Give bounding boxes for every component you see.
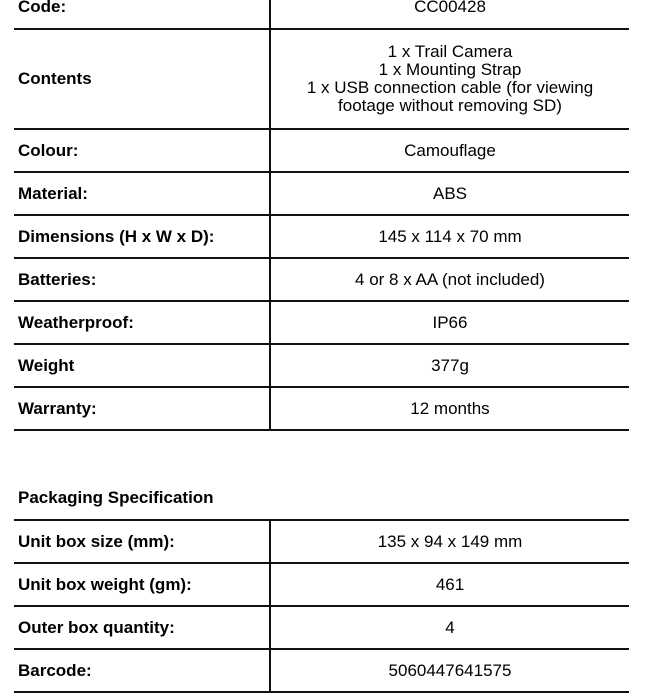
spec-value-dimensions bbox=[270, 215, 629, 258]
spec-value-line: footage without removing SD) bbox=[338, 96, 562, 115]
spec-value-line: ABS bbox=[432, 183, 468, 203]
spec-value-line: 377g bbox=[431, 355, 469, 375]
table-row bbox=[14, 215, 629, 258]
table-row bbox=[14, 387, 629, 430]
spec-value-line: IP66 bbox=[432, 312, 468, 332]
table-row bbox=[14, 129, 629, 172]
pack-label-unit-box-size: Unit box size (mm): bbox=[14, 520, 270, 563]
table-row bbox=[14, 606, 629, 649]
pack-value-barcode: 5060447641575 bbox=[270, 649, 629, 692]
spec-label-dimensions: Dimensions (H x W x D): bbox=[14, 215, 270, 258]
spec-value-code bbox=[270, 0, 629, 29]
spec-value-colour bbox=[270, 129, 629, 172]
spec-value-weight bbox=[270, 344, 629, 387]
spec-label-batteries: Batteries: bbox=[14, 258, 270, 301]
spec-label-weight: Weight bbox=[14, 344, 270, 387]
spec-value-line: 1 x Mounting Strap bbox=[378, 60, 522, 79]
spec-value-weatherproof bbox=[270, 301, 629, 344]
spec-value-line: 4 or 8 x AA (not included) bbox=[355, 269, 545, 289]
spec-value-line: 12 months bbox=[410, 398, 490, 418]
spec-label-weatherproof: Weatherproof: bbox=[14, 301, 270, 344]
spec-label-warranty: Warranty: bbox=[14, 387, 270, 430]
packaging-spec-table bbox=[14, 519, 629, 693]
pack-value-unit-box-size: 135 x 94 x 149 mm bbox=[270, 520, 629, 563]
spec-label-colour: Colour: bbox=[14, 129, 270, 172]
product-spec-table bbox=[14, 0, 629, 431]
pack-value-unit-box-weight: 461 bbox=[270, 563, 629, 606]
spec-value-material bbox=[270, 172, 629, 215]
spec-value-line: Camouflage bbox=[404, 140, 496, 160]
table-row bbox=[14, 649, 629, 692]
spec-value-line: 1 x USB connection cable (for viewing bbox=[306, 78, 594, 97]
pack-label-outer-box-quantity: Outer box quantity: bbox=[14, 606, 270, 649]
spec-label-material: Material: bbox=[14, 172, 270, 215]
spec-value-line: CC00428 bbox=[414, 0, 486, 16]
spec-value-batteries bbox=[270, 258, 629, 301]
table-row bbox=[14, 344, 629, 387]
pack-label-unit-box-weight: Unit box weight (gm): bbox=[14, 563, 270, 606]
table-row bbox=[14, 0, 629, 29]
packaging-spec-title: Packaging Specification bbox=[18, 488, 214, 507]
pack-label-barcode: Barcode: bbox=[14, 649, 270, 692]
spec-value-line: 145 x 114 x 70 mm bbox=[378, 226, 522, 246]
spec-value-line: 1 x Trail Camera bbox=[387, 42, 513, 61]
spec-label-code: Code: bbox=[14, 0, 270, 29]
table-row bbox=[14, 301, 629, 344]
pack-value-outer-box-quantity: 4 bbox=[270, 606, 629, 649]
table-row bbox=[14, 29, 629, 129]
spec-value-contents bbox=[270, 29, 629, 129]
table-row bbox=[14, 563, 629, 606]
table-row bbox=[14, 520, 629, 563]
table-row bbox=[14, 258, 629, 301]
spec-label-contents: Contents bbox=[14, 29, 270, 129]
table-row bbox=[14, 172, 629, 215]
spec-value-warranty bbox=[270, 387, 629, 430]
